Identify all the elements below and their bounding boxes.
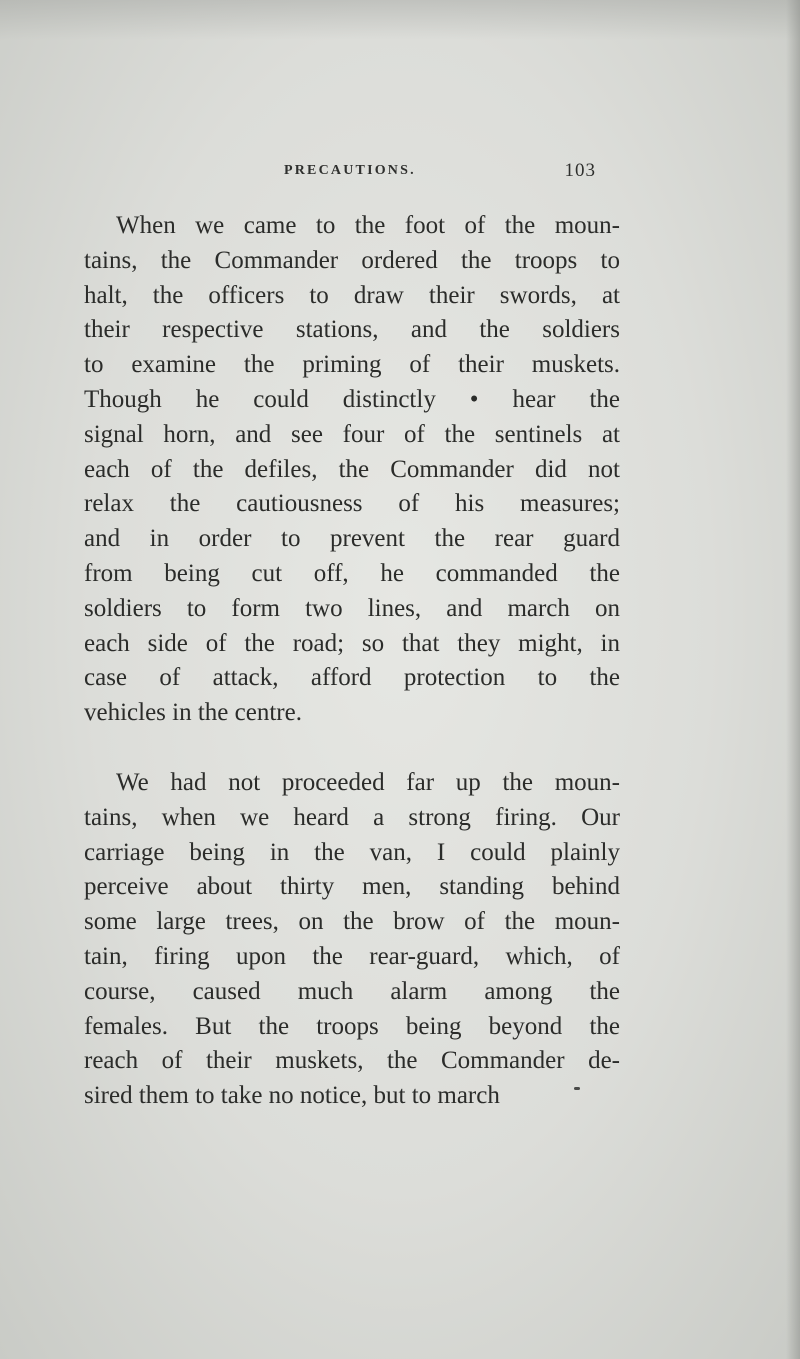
- text-line: We had not proceeded far up the moun-: [116, 768, 620, 796]
- text-line: soldiers to form two lines, and march on: [84, 594, 620, 622]
- text-line: carriage being in the van, I could plainly: [84, 838, 620, 866]
- text-line: and in order to prevent the rear guard: [84, 525, 620, 553]
- page-shadow-right: [786, 0, 800, 1359]
- text-line: case of attack, afford protection to the: [84, 664, 620, 692]
- text-line: to examine the priming of their muskets.: [84, 351, 620, 379]
- text-line: When we came to the foot of the moun-: [116, 212, 620, 239]
- text-line: tains, the Commander ordered the troops to: [84, 246, 620, 274]
- paragraph-2: [84, 766, 620, 1114]
- running-head: [84, 160, 596, 187]
- paragraph-1: [84, 209, 620, 731]
- running-head-title: PRECAUTIONS.: [284, 163, 416, 178]
- ink-speck: [574, 1087, 580, 1090]
- text-line: relax the cautiousness of his measures;: [84, 490, 620, 518]
- text-line: halt, the officers to draw their swords, at: [84, 281, 620, 309]
- text-line: reach of their muskets, the Commander de-: [84, 1047, 620, 1075]
- paragraph-gap: [84, 731, 620, 766]
- text-line: signal horn, and see four of the sentinels at: [84, 420, 620, 448]
- text-line: females. But the troops being beyond the: [84, 1012, 620, 1040]
- text-line: each of the defiles, the Commander did not: [84, 455, 620, 483]
- text-line: each side of the road; so that they might, in: [84, 629, 620, 657]
- text-line: tains, when we heard a strong firing. Our: [84, 803, 620, 831]
- body-text: [84, 209, 620, 1114]
- text-line: some large trees, on the brow of the moun-: [84, 908, 620, 936]
- text-line: their respective stations, and the soldiers: [84, 316, 620, 344]
- text-line: from being cut off, he commanded the: [84, 559, 620, 587]
- text-line: tain, firing upon the rear-guard, which, of: [84, 942, 620, 970]
- text-line: perceive about thirty men, standing behind: [84, 873, 620, 901]
- text-line: Though he could distinctly • hear the: [84, 385, 620, 413]
- text-line: vehicles in the centre.: [84, 699, 302, 727]
- text-line: sired them to take no notice, but to march: [84, 1082, 500, 1110]
- text-line: course, caused much alarm among the: [84, 977, 620, 1005]
- page-number: 103: [564, 160, 596, 181]
- page-shadow-top: [0, 0, 800, 40]
